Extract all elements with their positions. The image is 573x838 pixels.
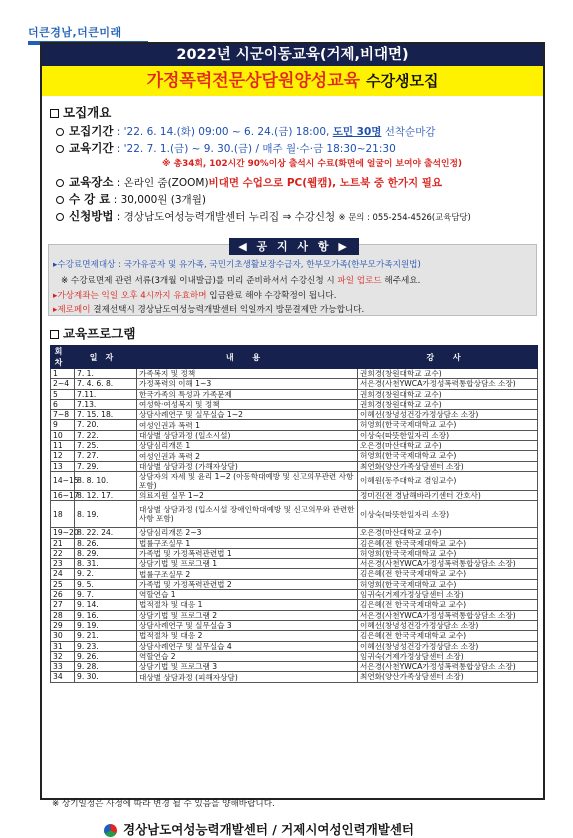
instructor-cell: 허영희(한국국제대학교 교수): [358, 420, 538, 430]
notice-line-3: ▸가상계좌는 익일 오후 4시까지 유효하며 입금완료 해야 수강확정이 됩니다.: [53, 291, 337, 301]
date-cell: 8. 26.: [75, 538, 137, 548]
content-cell: 상담기법 및 프로그램 3: [137, 662, 358, 672]
notice-title: ◀ 공 지 사 항 ▶: [229, 238, 359, 255]
date-cell: 7. 29.: [75, 461, 137, 471]
session-cell: 27: [51, 600, 75, 610]
session-cell: 1: [51, 369, 75, 379]
date-cell: 8. 12. 17.: [75, 490, 137, 500]
fee: 수 강 료 : 30,000원 (3개월): [56, 191, 206, 207]
notice-line-4: ▸제로페이 결제선택시 경상남도여성능력개발센터 익일까지 방문결제만 가능합니다.: [53, 305, 365, 315]
date-cell: 9. 19.: [75, 620, 137, 630]
table-row: [51, 441, 538, 451]
instructor-cell: 권희경(창원대학교 교수): [358, 399, 538, 409]
square-bullet-icon: [50, 109, 59, 118]
date-cell: 7.13.: [75, 399, 137, 409]
table-row: [51, 369, 538, 379]
table-row: [51, 590, 538, 600]
table-row: [51, 651, 538, 661]
circle-bullet-icon: [56, 196, 64, 204]
session-cell: 32: [51, 651, 75, 661]
instructor-cell: 김은혜(전 한국국제대학교 교수): [358, 569, 538, 579]
instructor-cell: 이혜선(창녕성건강가정상담소 소장): [358, 410, 538, 420]
program-table: [50, 345, 538, 683]
date-cell: 9. 14.: [75, 600, 137, 610]
content-cell: 가족법 및 가정폭력관련법 1: [137, 548, 358, 558]
session-cell: 7~8: [51, 410, 75, 420]
session-cell: 5: [51, 389, 75, 399]
header-subtitle: 2022년 시군이동교육(거제,비대면): [42, 44, 543, 66]
instructor-cell: 김은혜(전 한국국제대학교 교수): [358, 600, 538, 610]
session-cell: 18: [51, 501, 75, 528]
table-row: [51, 430, 538, 440]
session-cell: 10: [51, 430, 75, 440]
instructor-cell: 허영희(한국국제대학교 교수): [358, 548, 538, 558]
circle-bullet-icon: [56, 128, 64, 136]
recruit-period: 모집기간 : '22. 6. 14.(화) 09:00 ~ 6. 24.(금) 18:00, 도민 30명 선착순마감: [56, 123, 435, 139]
content-cell: 여성학·여성복지 및 정책: [137, 399, 358, 409]
date-cell: 8. 31.: [75, 559, 137, 569]
content-cell: 대상별 상담과정 (피해자상담): [137, 672, 358, 682]
date-cell: 7.11.: [75, 389, 137, 399]
date-cell: 7. 25.: [75, 441, 137, 451]
instructor-cell: 이상숙(따뜻한일자리 소장): [358, 501, 538, 528]
table-row: [51, 600, 538, 610]
date-cell: 9. 23.: [75, 641, 137, 651]
schedule-footnote: ※ 상기일정은 사정에 따라 변경 될 수 있음을 양해바랍니다.: [52, 799, 275, 809]
session-cell: 29: [51, 620, 75, 630]
date-cell: 9. 28.: [75, 662, 137, 672]
session-cell: 13: [51, 461, 75, 471]
date-cell: 7. 1.: [75, 369, 137, 379]
instructor-cell: 이혜선(창녕성건강가정상담소 소장): [358, 620, 538, 630]
instructor-cell: 허영희(한국국제대학교 교수): [358, 579, 538, 589]
title-main: 가정폭력전문상담원양성교육: [146, 71, 361, 91]
content-cell: 한국가족의 특성과 가족문제: [137, 389, 358, 399]
session-cell: 21: [51, 538, 75, 548]
content-cell: 상담심리개론 1: [137, 441, 358, 451]
table-row: [51, 399, 538, 409]
date-cell: 7. 22.: [75, 430, 137, 440]
table-row: [51, 620, 538, 630]
table-row: [51, 548, 538, 558]
content-cell: 가족법 및 가정폭력관련법 2: [137, 579, 358, 589]
instructor-cell: 이혜선(창녕성건강가정상담소 소장): [358, 641, 538, 651]
table-row: [51, 389, 538, 399]
table-row: [51, 420, 538, 430]
content-cell: 상담기법 및 프로그램 2: [137, 610, 358, 620]
table-row: [51, 471, 538, 490]
content-cell: 대상별 상담과정 (입소시설 장애인학대예방 및 신고의무와 관련한 사항 포함): [137, 501, 358, 528]
table-row: [51, 538, 538, 548]
session-cell: 31: [51, 641, 75, 651]
content-cell: 법적절차 및 대응 2: [137, 631, 358, 641]
content-cell: 가정폭력의 이해 1~3: [137, 379, 358, 389]
content-cell: 법률구조실무 1: [137, 538, 358, 548]
title-suffix: 수강생모집: [365, 72, 439, 90]
date-cell: 7. 20.: [75, 420, 137, 430]
notice-box: [48, 240, 537, 316]
content-cell: 법률구조실무 2: [137, 569, 358, 579]
content-cell: 상담사례연구 및 실무실습 1~2: [137, 410, 358, 420]
table-row: [51, 579, 538, 589]
date-cell: 9. 30.: [75, 672, 137, 682]
content-cell: 상담사례연구 및 실무실습 4: [137, 641, 358, 651]
education-place: 교육장소 : 온라인 줌(ZOOM)비대면 수업으로 PC(웹캠), 노트북 중 한가지 필요: [56, 174, 442, 190]
session-cell: 33: [51, 662, 75, 672]
table-row: [51, 610, 538, 620]
apply-method: 신청방법 : 경상남도여성능력개발센터 누리집 ⇒ 수강신청 ※ 문의 : 055-254-4526(교육담당): [56, 208, 471, 224]
poster-frame: [40, 42, 545, 837]
content-cell: 대상별 상담과정 (일소시설): [137, 430, 358, 440]
session-cell: 24: [51, 569, 75, 579]
attendance-note: ※ 총34회, 102시간 90%이상 출석시 수료(화면에 얼굴이 보여야 출석인정): [162, 159, 463, 169]
table-row: [51, 451, 538, 461]
date-cell: 7. 15. 18.: [75, 410, 137, 420]
session-cell: 30: [51, 631, 75, 641]
instructor-cell: 정미진(전 경남해바라기센터 간호사): [358, 490, 538, 500]
notice-line-1: ▸수강료면제대상 : 국가유공자 및 유가족, 국민기초생활보장수급자, 한부모가족(한부모가족지원법): [53, 260, 421, 270]
content-cell: 역할연습 1: [137, 590, 358, 600]
instructor-cell: 오은경(마산대학교 교수): [358, 528, 538, 538]
column-header: 내 용: [137, 346, 358, 369]
content-cell: 상담사례연구 및 실무실습 3: [137, 620, 358, 630]
date-cell: 9. 5.: [75, 579, 137, 589]
session-cell: 6: [51, 399, 75, 409]
date-cell: 8. 8. 10.: [75, 471, 137, 490]
circle-bullet-icon: [56, 213, 64, 221]
table-row: [51, 379, 538, 389]
date-cell: 7. 4. 6. 8.: [75, 379, 137, 389]
content-cell: 상담자의 자세 및 윤리 1~2 (아동학대예방 및 신고의무관련 사항 포함): [137, 471, 358, 490]
content-cell: 역할연습 2: [137, 651, 358, 661]
session-cell: 34: [51, 672, 75, 682]
session-cell: 9: [51, 420, 75, 430]
table-row: [51, 569, 538, 579]
instructor-cell: 서은경(사천YWCA가정성폭력통합상담소 소장): [358, 559, 538, 569]
instructor-cell: 최연화(양산가족상담센터 소장): [358, 672, 538, 682]
date-cell: 9. 2.: [75, 569, 137, 579]
table-row: [51, 631, 538, 641]
session-cell: 14~15: [51, 471, 75, 490]
logo-icon: [104, 824, 117, 837]
contact-info: ※ 문의 : 055-254-4526(교육담당): [338, 212, 471, 222]
table-row: [51, 461, 538, 471]
content-cell: 법적절차 및 대응 1: [137, 600, 358, 610]
instructor-cell: 권희경(창원대학교 교수): [358, 369, 538, 379]
instructor-cell: 서은경(사천YWCA가정성폭력통합상담소 소장): [358, 610, 538, 620]
square-bullet-icon: [50, 330, 59, 339]
instructor-cell: 서은경(사천YWCA가정성폭력통합상담소 소장): [358, 379, 538, 389]
program-heading: 교육프로그램: [50, 324, 135, 342]
table-row: [51, 410, 538, 420]
date-cell: 9. 16.: [75, 610, 137, 620]
notice-line-2: ※ 수강료면제 관련 서류(3개월 이내발급)를 미리 준비하셔서 수강신청 시 파일 업로드 해주세요.: [61, 276, 421, 286]
content-cell: 여성인권과 폭력 1: [137, 420, 358, 430]
instructor-cell: 임귀숙(거제가정상담센터 소장): [358, 651, 538, 661]
instructor-cell: 서은경(사천YWCA가정성폭력통합상담소 소장): [358, 662, 538, 672]
table-row: [51, 528, 538, 538]
page-title: [42, 66, 543, 96]
instructor-cell: 허영희(한국국제대학교 교수): [358, 451, 538, 461]
instructor-cell: 이상숙(따뜻한일자리 소장): [358, 430, 538, 440]
instructor-cell: 이혜원(동주대학교 겸임교수): [358, 471, 538, 490]
session-cell: 23: [51, 559, 75, 569]
column-header: 일자: [75, 346, 137, 369]
slogan: 더큰경남,더큰미래: [28, 24, 148, 45]
instructor-cell: 오은경(마산대학교 교수): [358, 441, 538, 451]
date-cell: 9. 21.: [75, 631, 137, 641]
date-cell: 8. 29.: [75, 548, 137, 558]
table-row: [51, 641, 538, 651]
content-cell: 상담기법 및 프로그램 1: [137, 559, 358, 569]
overview-heading: 모집개요: [50, 103, 111, 121]
date-cell: 7. 27.: [75, 451, 137, 461]
session-cell: 11: [51, 441, 75, 451]
content-cell: 가족복지 및 정책: [137, 369, 358, 379]
content-cell: 여성인권과 폭력 2: [137, 451, 358, 461]
session-cell: 16~17: [51, 490, 75, 500]
date-cell: 9. 26.: [75, 651, 137, 661]
instructor-cell: 임귀숙(거제가정상담센터 소장): [358, 590, 538, 600]
content-cell: 의료지원 실무 1~2: [137, 490, 358, 500]
column-header: 회차: [51, 346, 75, 369]
table-row: [51, 559, 538, 569]
instructor-cell: 권희경(창원대학교 교수): [358, 389, 538, 399]
date-cell: 8. 19.: [75, 501, 137, 528]
session-cell: 22: [51, 548, 75, 558]
session-cell: 12: [51, 451, 75, 461]
content-cell: 상담심리개론 2~3: [137, 528, 358, 538]
table-row: [51, 672, 538, 682]
instructor-cell: 김은혜(전 한국국제대학교 교수): [358, 538, 538, 548]
date-cell: 9. 7.: [75, 590, 137, 600]
session-cell: 2~4: [51, 379, 75, 389]
table-row: [51, 662, 538, 672]
table-row: [51, 501, 538, 528]
session-cell: 19~20: [51, 528, 75, 538]
table-header-row: [51, 346, 538, 369]
instructor-cell: 최연화(양산가족상담센터 소장): [358, 461, 538, 471]
session-cell: 28: [51, 610, 75, 620]
instructor-cell: 김은혜(전 한국국제대학교 교수): [358, 631, 538, 641]
circle-bullet-icon: [56, 145, 64, 153]
education-period: 교육기간 : '22. 7. 1.(금) ~ 9. 30.(금) / 매주 월·수·금 18:30~21:30: [56, 140, 396, 156]
table-row: [51, 490, 538, 500]
date-cell: 8. 22. 24.: [75, 528, 137, 538]
content-cell: 대상별 상담과정 (가해자상담): [137, 461, 358, 471]
circle-bullet-icon: [56, 179, 64, 187]
session-cell: 26: [51, 590, 75, 600]
footer-organizations: 경상남도여성능력개발센터 / 거제시여성인력개발센터: [104, 820, 414, 838]
session-cell: 25: [51, 579, 75, 589]
column-header: 강 사: [358, 346, 538, 369]
